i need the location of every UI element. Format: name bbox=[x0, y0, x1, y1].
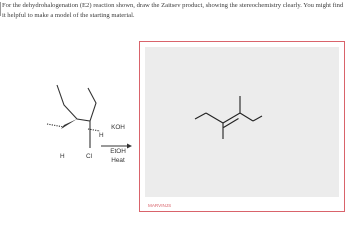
reagent-condition: Heat bbox=[111, 157, 125, 164]
product-structure bbox=[145, 47, 339, 197]
atom-h-right: H bbox=[99, 132, 104, 139]
answer-frame bbox=[139, 41, 345, 212]
reagent-base: KOH bbox=[111, 124, 125, 131]
wedge-bond bbox=[61, 119, 77, 129]
reagent-solvent: EtOH bbox=[110, 148, 126, 155]
question-text: For the dehydrohalogenation (E2) reaction shown, draw the Zaitsev product, showing the stereochemistry clearly. You might find it helpful to make a model of the starting material. bbox=[2, 2, 344, 19]
reactant-bonds bbox=[47, 85, 100, 148]
drawing-canvas[interactable] bbox=[145, 47, 339, 197]
atom-cl: Cl bbox=[86, 153, 93, 160]
atom-h-left: H bbox=[60, 153, 65, 160]
marvin-footer: MARVINJS bbox=[148, 203, 172, 208]
reaction-arrow bbox=[101, 136, 132, 142]
